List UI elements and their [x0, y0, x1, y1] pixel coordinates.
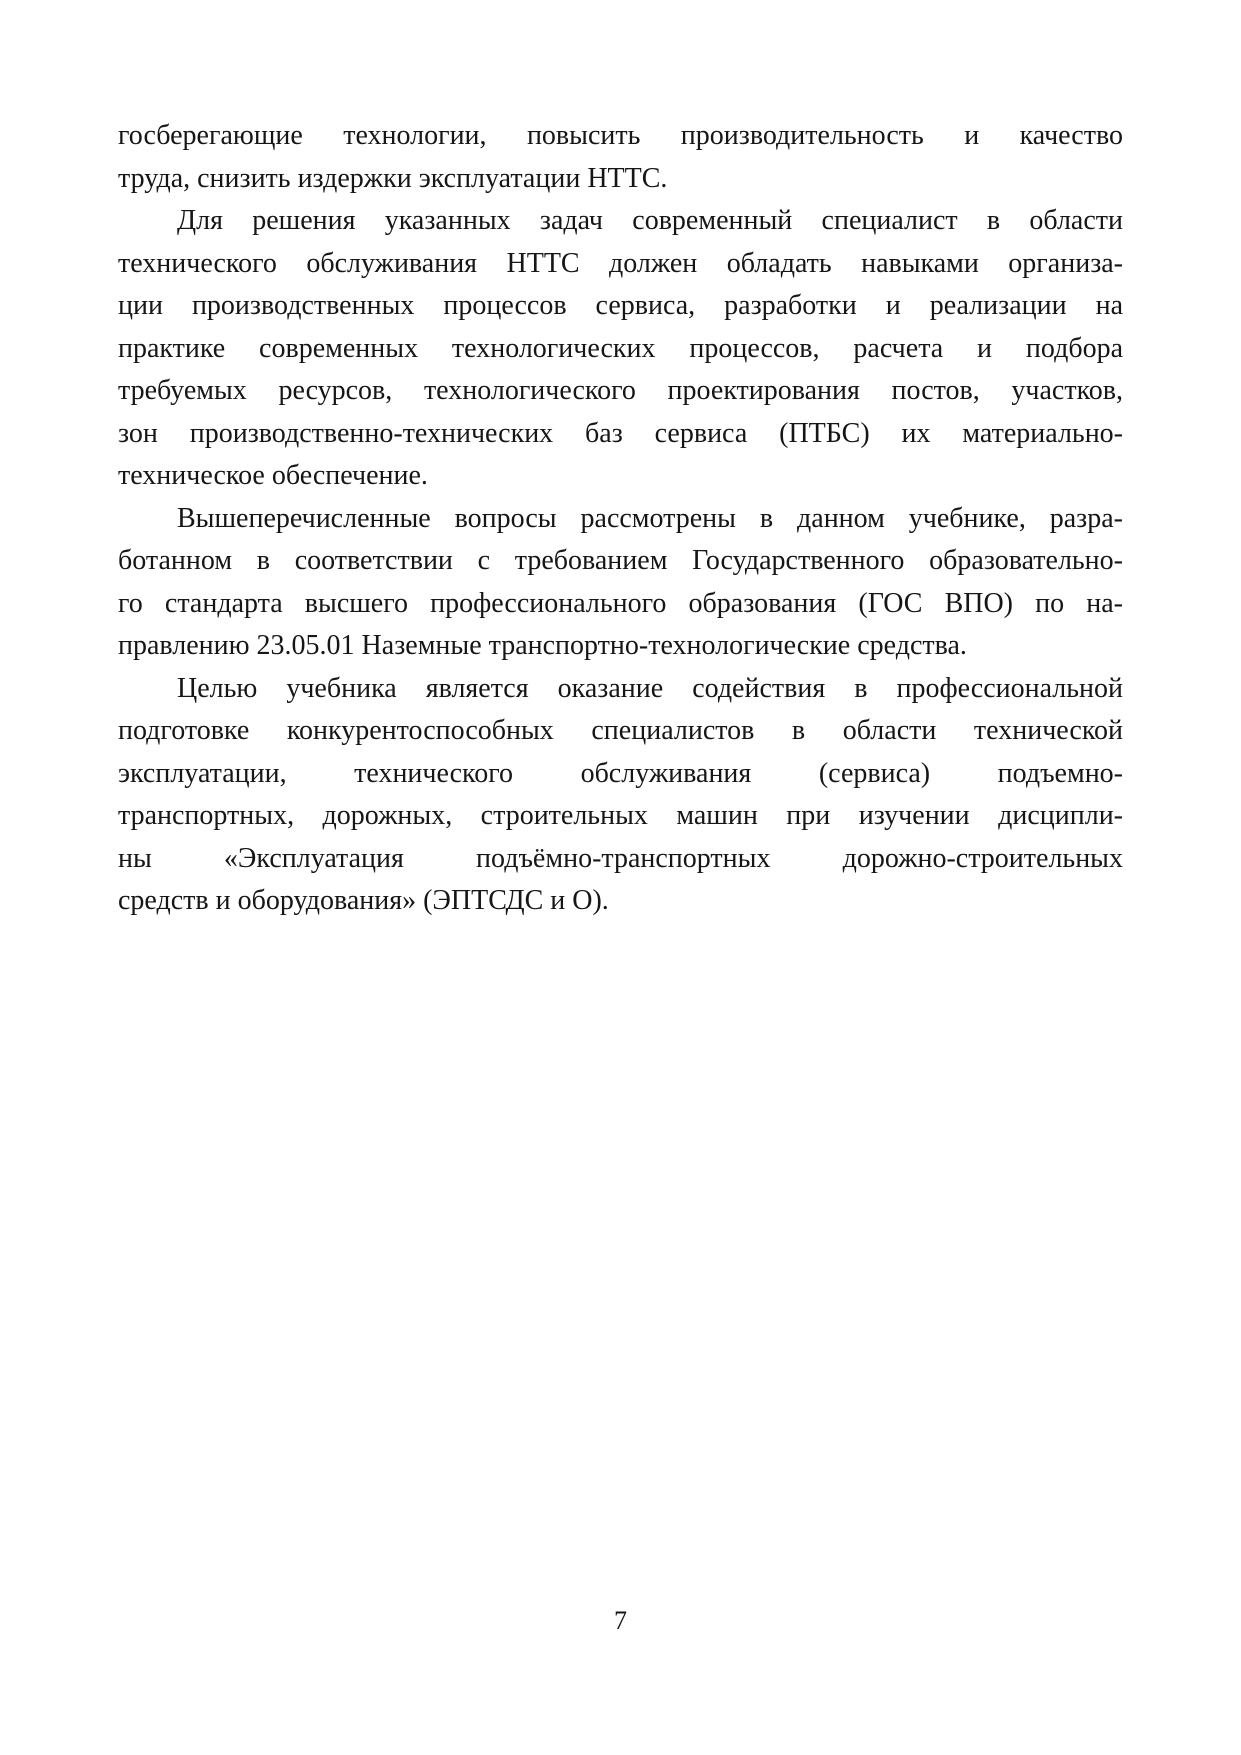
paragraph-2: [118, 200, 1123, 498]
page-number: 7: [614, 1606, 627, 1635]
text-line: труда, снизить издержки эксплуатации НТТС.: [118, 162, 668, 194]
text-line: госберегающие технологии, повысить производительность и качество: [118, 120, 1123, 151]
text-line: эксплуатации, технического обслуживания (сервиса) подъемно-: [118, 757, 1123, 789]
text-line: техническое обеспечение.: [118, 460, 428, 491]
text-line: правлению 23.05.01 Наземные транспортно-технологические средства.: [118, 630, 967, 661]
text-line: средств и оборудования» (ЭПТСДС и О).: [118, 885, 609, 916]
text-line: Для решения указанных задач современный специалист в области: [177, 205, 1123, 236]
text-line: подготовке конкурентоспособных специалистов в области технической: [118, 715, 1123, 746]
text-line: требуемых ресурсов, технологического проектирования постов, участков,: [118, 375, 1123, 406]
paragraph-4: [118, 668, 1123, 923]
text-line: транспортных, дорожных, строительных машин при изучении дисципли-: [118, 800, 1123, 831]
text-line: Вышеперечисленные вопросы рассмотрены в данном учебнике, разра-: [177, 502, 1123, 534]
text-line: го стандарта высшего профессионального образования (ГОС ВПО) по на-: [118, 587, 1123, 619]
text-line: практике современных технологических процессов, расчета и подбора: [118, 332, 1123, 364]
text-line: ботанном в соответствии с требованием Государственного образовательно-: [118, 545, 1123, 576]
body-text: [118, 115, 1123, 923]
text-line: технического обслуживания НТТС должен обладать навыками организа-: [118, 247, 1123, 279]
text-line: ции производственных процессов сервиса, разработки и реализации на: [118, 290, 1123, 321]
paragraph-1: [118, 115, 1123, 200]
text-line: ны «Эксплуатация подъёмно-транспортных дорожно-строительных: [118, 842, 1123, 874]
paragraph-3: [118, 498, 1123, 668]
text-line: зон производственно-технических баз сервиса (ПТБС) их материально-: [118, 417, 1123, 449]
text-line: Целью учебника является оказание содействия в профессиональной: [177, 672, 1123, 704]
